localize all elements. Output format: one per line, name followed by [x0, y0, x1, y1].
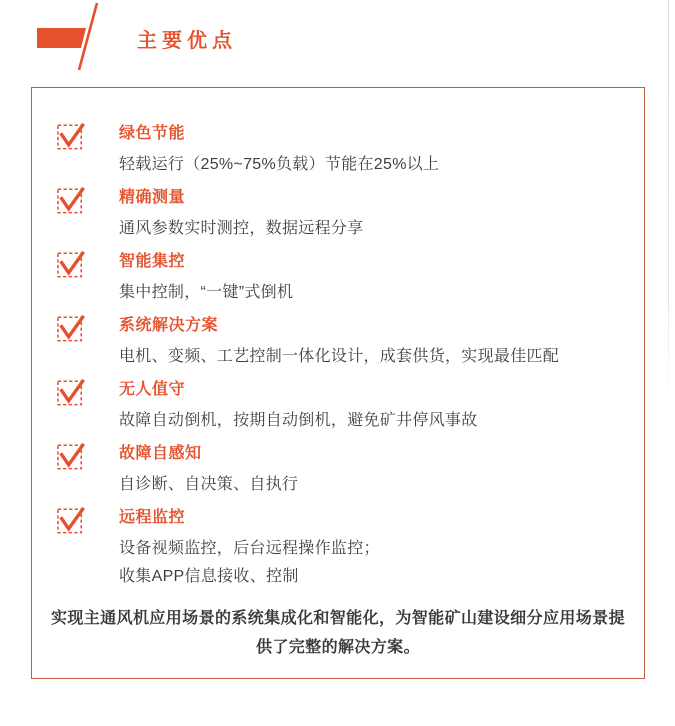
advantage-title: 智能集控: [119, 253, 186, 270]
advantage-desc-line: 故障自动倒机，按期自动倒机，避免矿井停风事故: [119, 412, 478, 429]
advantage-title: 无人值守: [119, 381, 186, 398]
advantage-text: [119, 442, 298, 499]
advantage-title: 精确测量: [119, 189, 186, 206]
advantage-desc: [119, 407, 478, 435]
advantage-text: [119, 378, 478, 435]
advantage-title: 远程监控: [119, 509, 186, 526]
advantage-desc-line: 集中控制，“一键”式倒机: [119, 284, 294, 301]
checkbox-check-icon: [57, 506, 85, 534]
advantage-title: 系统解决方案: [119, 317, 219, 334]
advantage-desc-line: 自诊断、自决策、自执行: [119, 476, 299, 493]
advantage-text: [119, 250, 293, 307]
advantage-item: [57, 250, 644, 307]
advantage-desc-line: 通风参数实时测控，数据远程分享: [119, 220, 364, 237]
advantage-item: [57, 186, 644, 243]
summary-paragraph: 实现主通风机应用场景的系统集成化和智能化，为智能矿山建设细分应用场景提供了完整的解决方案。: [50, 610, 625, 656]
advantage-desc-line: 轻载运行（25%~75%负载）节能在25%以上: [119, 156, 440, 173]
advantage-text: [119, 122, 439, 179]
advantage-item: [57, 122, 644, 179]
section-header: [0, 0, 675, 87]
advantage-item: [57, 506, 644, 591]
advantage-desc-line: 收集APP信息接收、控制: [119, 568, 299, 585]
section-title: 主要优点: [137, 30, 237, 52]
advantage-text: [119, 186, 364, 243]
advantage-title: 绿色节能: [119, 125, 186, 142]
bar-slash-icon: [33, 0, 113, 74]
advantage-desc: [119, 279, 293, 307]
advantage-desc: [119, 215, 364, 243]
checkbox-check-icon: [57, 122, 85, 150]
advantages-panel: [31, 87, 645, 679]
checkbox-check-icon: [57, 186, 85, 214]
advantage-desc-line: 电机、变频、工艺控制一体化设计，成套供货，实现最佳匹配: [119, 348, 560, 365]
checkbox-check-icon: [57, 250, 85, 278]
advantage-text: [119, 506, 380, 591]
advantage-desc: [119, 343, 559, 371]
advantage-desc: [119, 535, 380, 591]
advantage-title: 故障自感知: [119, 445, 202, 462]
checkbox-check-icon: [57, 378, 85, 406]
advantage-item: [57, 442, 644, 499]
advantages-list: [32, 88, 644, 591]
advantage-desc-line: 设备视频监控，后台远程操作监控；: [119, 540, 380, 557]
advantage-desc: [119, 151, 439, 179]
checkbox-check-icon: [57, 314, 85, 342]
advantage-desc: [119, 471, 298, 499]
checkbox-check-icon: [57, 442, 85, 470]
advantage-item: [57, 314, 644, 371]
advantage-text: [119, 314, 559, 371]
advantage-item: [57, 378, 644, 435]
